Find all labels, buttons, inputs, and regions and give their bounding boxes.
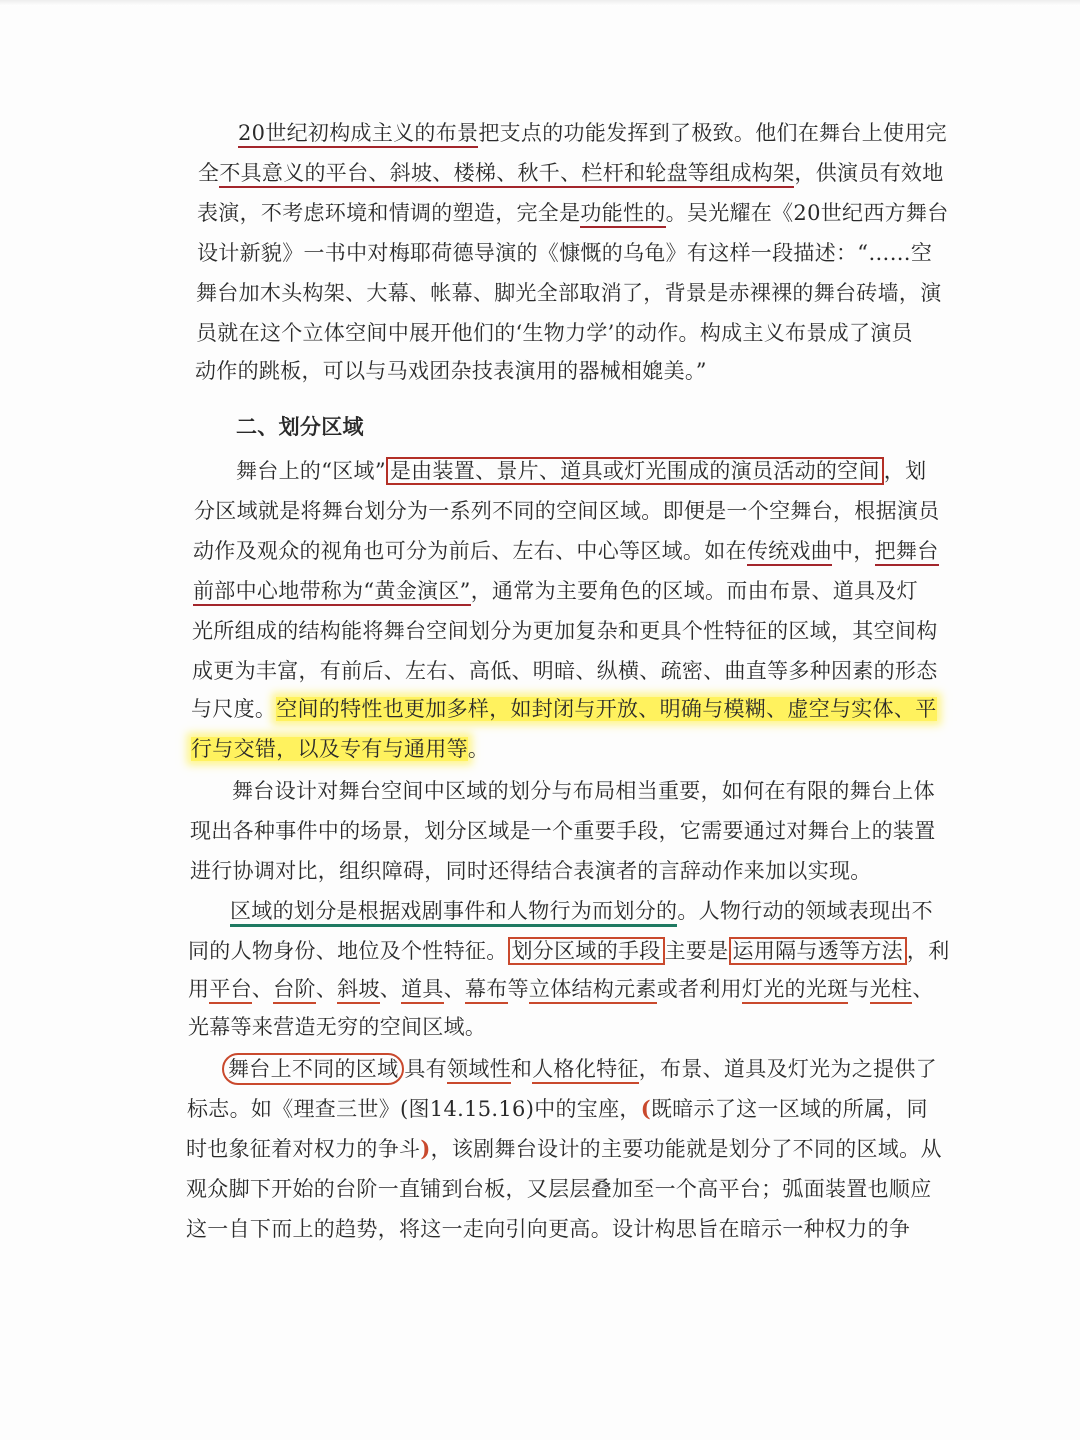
para4-line4: 光幕等来营造无穷的空间区域。: [188, 1015, 487, 1039]
para1-line3: [197, 198, 949, 228]
para1-line6: 员就在这个立体空间中展开他们的‘生物力学’的动作。构成主义布景成了演员: [196, 321, 913, 345]
para3-line1: 舞台设计对舞台空间中区域的划分与布局相当重要，如何在有限的舞台上体: [232, 779, 935, 803]
para5-line5: 这一自下而上的趋势，将这一走向引向更高。设计构思旨在暗示一种权力的争: [186, 1217, 911, 1241]
annotation-underline: 台阶: [273, 977, 316, 1004]
para2-line3: [193, 536, 939, 566]
text-run: 动作及观众的视角也可分为前后、左右、中心等区域。如在: [193, 539, 747, 563]
para3-line3: 进行协调对比，组织障碍，同时还得结合表演者的言辞动作来加以实现。: [190, 859, 872, 883]
annotation-underline-green: 区域的划分: [230, 899, 337, 927]
annotation-box: 划分区域的手段: [508, 937, 665, 965]
annotation-underline: 斜坡: [337, 977, 380, 1004]
text-run: 。: [467, 737, 490, 761]
annotation-underline: 传统戏曲: [747, 539, 832, 566]
text-run: 、: [912, 977, 934, 1001]
annotation-bracket: (: [640, 1096, 651, 1121]
text-run: 中，: [832, 539, 875, 563]
para1-line2: [198, 158, 944, 188]
annotation-underline: 灯光的光斑: [742, 977, 849, 1004]
annotation-underline: 把舞台: [875, 539, 939, 566]
text-run: 与: [848, 977, 870, 1001]
text-run: 、: [251, 977, 274, 1001]
text-run: 表演，不考虑环境和情调的塑造，完全是: [197, 201, 581, 225]
text-run: 时也象征着对权力的争斗: [186, 1137, 421, 1161]
text-run: 、: [379, 977, 402, 1001]
text-run: ，划: [883, 459, 927, 483]
para2-line5: 光所组成的结构能将舞台空间划分为更加复杂和更具个性特征的区域，其空间构: [192, 619, 938, 643]
para1-line1: [238, 118, 947, 148]
para5-line1: [222, 1054, 937, 1084]
text-run: ，利: [906, 939, 950, 963]
text-run: 、: [315, 977, 338, 1001]
para5-line4: 观众脚下开始的台阶一直铺到台板，又层层叠加至一个高平台；弧面装置也顺应: [186, 1177, 932, 1201]
annotation-underline: 功能性的: [580, 201, 665, 228]
para3-line2: 现出各种事件中的场景，划分区域是一个重要手段，它需要通过对舞台上的装置: [190, 819, 936, 843]
para4-line3: [188, 974, 934, 1004]
annotation-underline: “黄金演区”: [363, 579, 470, 606]
para2-line4: [193, 576, 918, 606]
page-edge: [0, 0, 1080, 6]
text-run: 与尺度。: [191, 697, 277, 721]
annotation-underline-green: 是根据戏剧事件和人物行为而划分的: [337, 899, 678, 927]
section-heading: 二、划分区域: [236, 415, 364, 439]
para2-line6: 成更为丰富，有前后、左右、高低、明暗、纵横、疏密、曲直等多种因素的形态: [192, 659, 938, 683]
para1-line5: 舞台加木头构架、大幕、帐幕、脚光全部取消了，背景是赤裸裸的舞台砖墙，演: [196, 281, 942, 305]
annotation-underline: 20世纪初构成主义的布景: [238, 121, 478, 148]
para2-line8: [191, 734, 489, 764]
para2-line7: [191, 694, 937, 724]
text-run: ，布景、道具及灯光为之提供了: [638, 1057, 937, 1081]
text-run: ，该剧舞台设计的主要功能就是划分了不同的区域。从: [430, 1137, 942, 1161]
text-run: 、: [443, 977, 465, 1001]
annotation-underline: 幕布: [465, 977, 508, 1004]
annotation-underline: 光柱: [870, 977, 913, 1004]
text-run: ，供演员有效地: [794, 161, 944, 185]
text-run: 。人物行动的领域表现出不: [677, 899, 933, 923]
annotation-underline: 人格化特征: [532, 1057, 639, 1084]
text-run: 等: [507, 977, 529, 1001]
annotation-underline: 立体结构元素: [529, 977, 657, 1004]
annotation-underline: 领域性: [447, 1057, 511, 1084]
annotation-box: 是由装置、景片、道具或灯光围成的演员活动的空间: [386, 457, 884, 485]
para2-line2: 分区域就是将舞台划分为一系列不同的空间区域。即便是一个空舞台，根据演员: [194, 499, 940, 523]
text-run: 标志。如《理查三世》(图14.15.16)中的宝座，: [187, 1097, 641, 1121]
text-run: 同的人物身份、地位及个性特征。: [188, 939, 508, 963]
para4-line2: [188, 936, 950, 966]
text-run: 主要是: [664, 939, 729, 963]
annotation-box: 运用隔与透等方法: [729, 937, 907, 965]
text-run: 。吴光耀在《20世纪西方舞台: [665, 201, 949, 225]
para2-line1: [236, 456, 926, 486]
text-run: 把支点的功能发挥到了极致。他们在舞台上使用完: [478, 121, 947, 145]
text-run: 用: [188, 977, 210, 1001]
para4-line1: [230, 896, 933, 926]
text-run: 舞台上的“区域”: [236, 459, 386, 483]
text-run: 具有: [404, 1057, 448, 1081]
annotation-bracket: ): [420, 1136, 431, 1161]
text-run: 既暗示了这一区域的所属，同: [650, 1097, 928, 1121]
para5-line3: [186, 1134, 942, 1164]
annotation-highlight: 空间的特性也更加多样，如封闭与开放、明确与模糊、虚空与实体、平: [276, 697, 937, 721]
text-run: 全: [198, 161, 220, 185]
annotation-highlight: 行与交错，以及专有与通用等: [191, 737, 468, 761]
text-run: 或者利用: [656, 977, 742, 1001]
annotation-circle: 舞台上不同的区域: [222, 1053, 404, 1085]
text-run: 和: [510, 1057, 533, 1081]
para1-line4: 设计新貌》一书中对梅耶荷德导演的《慷慨的乌龟》有这样一段描述：“……空: [197, 241, 933, 265]
para5-line2: [187, 1094, 928, 1124]
annotation-underline: 道具: [401, 977, 444, 1004]
annotation-underline: 前部中心地带称为: [193, 579, 363, 606]
text-run: ，通常为主要角色的区域。而由布景、道具及灯: [470, 579, 918, 603]
annotation-underline: 不具意义的平台、斜坡、楼梯、秋千、栏杆和轮盘等组成构架: [219, 161, 794, 188]
annotation-underline: 平台: [209, 977, 252, 1004]
para1-line7: 动作的跳板，可以与马戏团杂技表演用的器械相媲美。”: [195, 359, 707, 383]
